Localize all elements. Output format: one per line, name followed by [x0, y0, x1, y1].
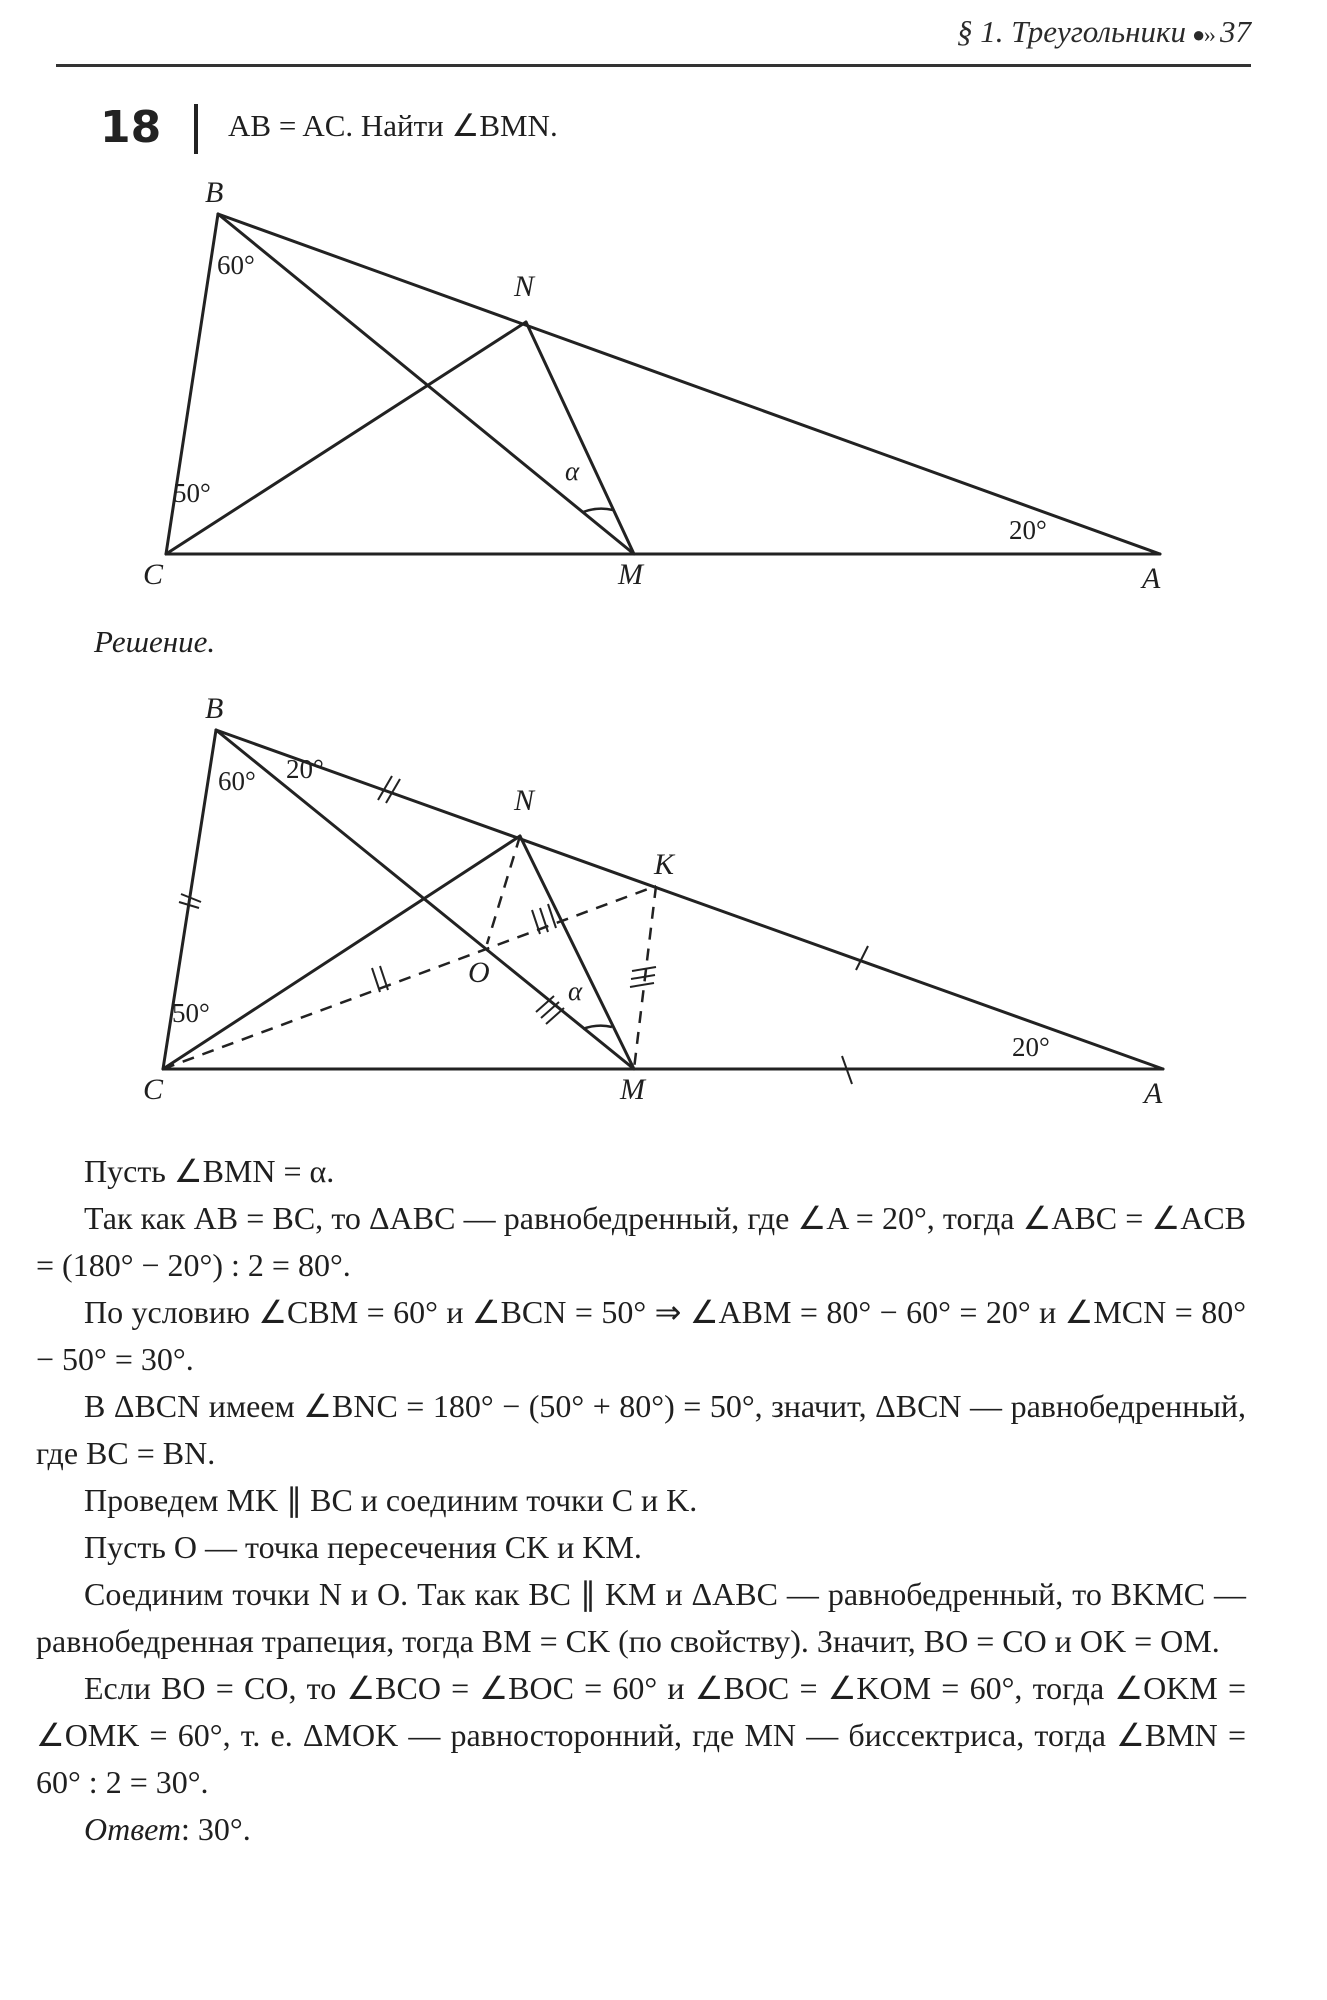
tick-km-1 [632, 967, 656, 971]
solution-para: Пусть O — точка пересечения CK и KM. [84, 1529, 642, 1565]
tick-marks [179, 776, 868, 1084]
solution-para: В ΔBCN имеем ∠BNC = 180° − (50° + 80°) = 50°, значит, ΔBCN — равнобедренный, где BC = BN. [36, 1388, 1246, 1471]
side-ba [218, 214, 1160, 554]
solution-para: Соединим точки N и O. Так как BC ∥ KM и ΔABC — равнобедренный, то BKMC — равнобедренная трапеция, тогда BM = CK (по свойству). Значит, BO = CO и OK = OM. [36, 1576, 1246, 1659]
label-m: M [620, 1073, 645, 1106]
problem-number: 18 [100, 102, 162, 153]
angle-a: 20° [1009, 515, 1047, 545]
answer-value: : 30°. [181, 1811, 251, 1847]
solution-text [36, 1148, 1246, 1853]
label-a: A [1144, 1077, 1163, 1110]
alpha-arc [583, 1026, 612, 1029]
solution-para: Если BO = CO, то ∠BCO = ∠BOC = 60° и ∠BOC = ∠KOM = 60°, тогда ∠OKM = ∠OMK = 60°, т. е. ΔMOK — равносторонний, где MN — биссектриса, тогда ∠BMN = 60° : 2 = 30°. [36, 1670, 1246, 1800]
angle-a: 20° [1012, 1032, 1050, 1062]
solution-para: Проведем MK ∥ BC и соединим точки C и K. [84, 1482, 698, 1518]
label-n: N [514, 270, 535, 303]
side-ba [216, 730, 1163, 1069]
problem-bar [194, 104, 198, 154]
label-c: C [143, 558, 164, 591]
segment-bm [218, 214, 634, 554]
tick-ka [856, 946, 868, 970]
label-b: B [205, 176, 224, 209]
label-n: N [514, 784, 535, 817]
alpha-arc [583, 509, 613, 512]
label-b: B [205, 692, 224, 725]
angle-b: 60° [218, 766, 256, 796]
segment-nm [520, 836, 634, 1069]
segment-cn [166, 322, 526, 554]
problem-statement: AB = AC. Найти ∠BMN. [228, 108, 558, 143]
solution-para: Пусть ∠BMN = α. [84, 1153, 335, 1189]
label-o: O [468, 956, 490, 989]
angle-alpha: α [568, 976, 583, 1006]
tick-km-2 [631, 975, 655, 979]
tick-co-1 [372, 968, 380, 992]
page-number: 37 [1220, 14, 1251, 49]
solution-label: Решение. [94, 624, 216, 659]
tick-km-3 [630, 983, 654, 987]
running-head [957, 14, 1251, 50]
angle-c: 50° [172, 998, 210, 1028]
solution-para: По условию ∠CBM = 60° и ∠BCN = 50° ⇒ ∠ABM = 80° − 60° = 20° и ∠MCN = 80° − 50° = 30°. [36, 1294, 1246, 1377]
answer-label: Ответ [84, 1811, 181, 1847]
section-title: § 1. Треугольники [956, 14, 1187, 49]
segment-no-dashed [487, 836, 520, 944]
tick-ok-1 [532, 910, 540, 934]
angle-c: 50° [173, 478, 211, 508]
label-c: C [143, 1073, 164, 1106]
angle-b: 60° [217, 250, 255, 280]
dots-icon: ●›› [1192, 22, 1214, 47]
figure-1 [0, 170, 1327, 610]
page-header [0, 0, 1327, 66]
label-m: M [618, 558, 643, 591]
header-rule [56, 64, 1251, 67]
solution-para: Так как AB = BC, то ΔABC — равнобедренный, где ∠A = 20°, тогда ∠ABC = ∠ACB = (180° − 20°) : 2 = 80°. [36, 1200, 1246, 1283]
label-a: A [1142, 562, 1161, 595]
angle-b2: 20° [286, 754, 324, 784]
figure-2 [0, 686, 1327, 1116]
figure-2-svg [0, 686, 1327, 1116]
figure-1-svg [0, 170, 1327, 610]
answer [36, 1806, 1246, 1853]
angle-alpha: α [565, 456, 580, 486]
segment-cn [163, 836, 520, 1069]
label-k: K [654, 848, 675, 881]
